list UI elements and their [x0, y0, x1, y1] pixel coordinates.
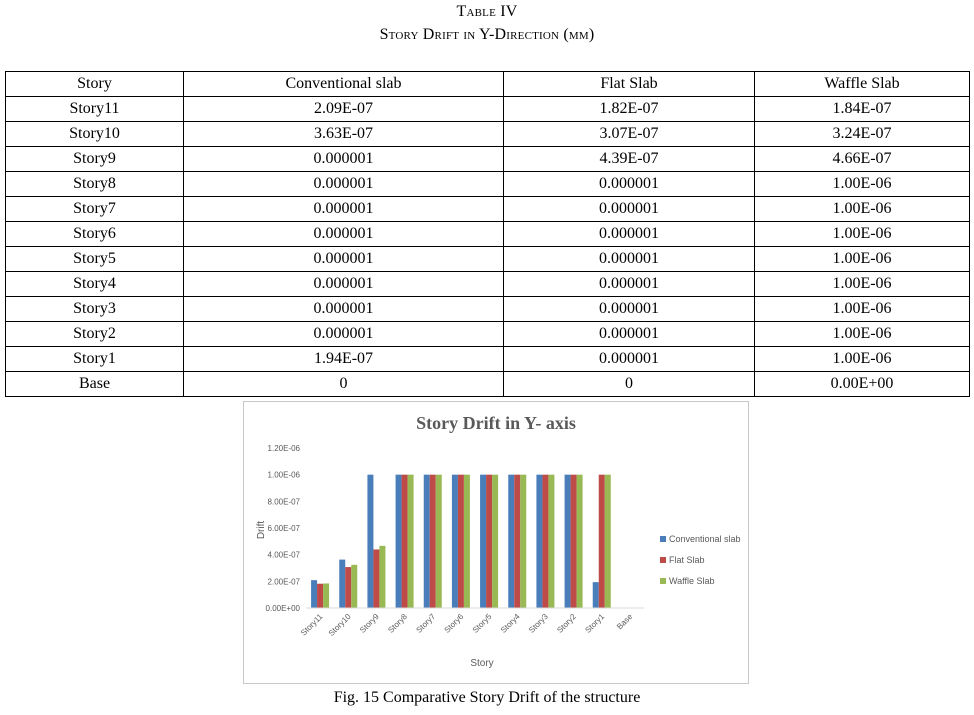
x-tick-label: Story9 [358, 612, 381, 635]
bar-waffle-slab-story8 [408, 475, 414, 608]
value-cell: 0 [504, 372, 755, 397]
bar-waffle-slab-story10 [351, 565, 357, 608]
table-row [6, 372, 970, 397]
legend-label: Conventional slab [669, 534, 741, 544]
x-axis-label: Story [470, 658, 494, 669]
value-cell: 0.000001 [504, 272, 755, 297]
x-axis-ticks [299, 612, 635, 638]
value-cell: 0.000001 [184, 322, 504, 347]
bar-conventional-slab-story2 [565, 475, 571, 608]
column-header-waffle-slab: Waffle Slab [755, 72, 970, 97]
legend-label: Waffle Slab [669, 576, 715, 586]
table-row [6, 222, 970, 247]
value-cell: 1.00E-06 [755, 197, 970, 222]
column-header-conventional-slab: Conventional slab [184, 72, 504, 97]
value-cell: 0.000001 [504, 297, 755, 322]
figure-caption: Fig. 15 Comparative Story Drift of the structure [333, 689, 641, 706]
y-tick-label: 4.00E-07 [267, 550, 300, 560]
value-cell: 1.00E-06 [755, 222, 970, 247]
value-cell: 4.39E-07 [504, 147, 755, 172]
value-cell: 1.84E-07 [755, 97, 970, 122]
table-row [6, 97, 970, 122]
bar-flat-slab-story8 [402, 475, 408, 608]
table-header-row [6, 72, 970, 97]
story-cell: Story1 [6, 347, 184, 372]
legend-swatch [660, 557, 666, 563]
bar-conventional-slab-story1 [593, 582, 599, 608]
value-cell: 0 [184, 372, 504, 397]
bar-flat-slab-story2 [571, 475, 577, 608]
value-cell: 2.09E-07 [184, 97, 504, 122]
bar-waffle-slab-story6 [464, 475, 470, 608]
story-cell: Story6 [6, 222, 184, 247]
table-body [6, 97, 970, 397]
value-cell: 0.000001 [504, 247, 755, 272]
value-cell: 0.000001 [184, 272, 504, 297]
chart-figure [243, 401, 749, 684]
y-tick-label: 8.00E-07 [267, 497, 300, 507]
table-title: Table IV [456, 3, 518, 20]
x-tick-label: Story6 [442, 612, 466, 635]
story-drift-table [5, 71, 970, 397]
table-row [6, 172, 970, 197]
x-tick-label: Story3 [527, 612, 550, 635]
y-tick-label: 1.20E-06 [267, 444, 300, 453]
value-cell: 0.000001 [184, 147, 504, 172]
x-tick-label: Base [615, 612, 635, 632]
table-row [6, 247, 970, 272]
bar-flat-slab-story11 [317, 584, 323, 608]
value-cell: 0.000001 [504, 322, 755, 347]
story-cell: Story11 [6, 97, 184, 122]
bar-waffle-slab-story11 [323, 583, 329, 608]
table-row [6, 197, 970, 222]
bar-flat-slab-story6 [458, 475, 464, 608]
value-cell: 0.000001 [184, 247, 504, 272]
chart-legend [660, 534, 741, 586]
value-cell: 4.66E-07 [755, 147, 970, 172]
table-subtitle: Story Drift in Y-Direction (mm) [379, 26, 595, 43]
bar-conventional-slab-story7 [424, 475, 430, 608]
y-axis-ticks [266, 444, 301, 613]
value-cell: 0.000001 [184, 222, 504, 247]
x-tick-label: Story5 [470, 612, 494, 635]
bar-flat-slab-story5 [486, 475, 492, 608]
chart-title: Story Drift in Y- axis [416, 413, 576, 433]
value-cell: 0.00E+00 [755, 372, 970, 397]
column-header-flat-slab: Flat Slab [504, 72, 755, 97]
bar-flat-slab-story3 [542, 475, 548, 608]
value-cell: 3.07E-07 [504, 122, 755, 147]
story-cell: Story5 [6, 247, 184, 272]
story-cell: Story3 [6, 297, 184, 322]
bar-conventional-slab-story6 [452, 475, 458, 608]
bar-flat-slab-story7 [430, 475, 436, 608]
value-cell: 1.00E-06 [755, 172, 970, 197]
x-tick-label: Story11 [299, 612, 325, 638]
x-tick-label: Story10 [326, 612, 353, 638]
value-cell: 0.000001 [184, 297, 504, 322]
bar-conventional-slab-story3 [536, 475, 542, 608]
value-cell: 3.24E-07 [755, 122, 970, 147]
x-tick-label: Story2 [555, 612, 578, 635]
bar-conventional-slab-story4 [508, 475, 514, 608]
y-tick-label: 2.00E-07 [267, 577, 300, 587]
bar-waffle-slab-story1 [605, 475, 611, 608]
bar-waffle-slab-story5 [492, 475, 498, 608]
legend-swatch [660, 578, 666, 584]
value-cell: 1.82E-07 [504, 97, 755, 122]
x-tick-label: Story8 [386, 612, 409, 635]
bar-waffle-slab-story9 [379, 546, 385, 608]
story-cell: Base [6, 372, 184, 397]
legend-label: Flat Slab [669, 555, 705, 565]
story-cell: Story4 [6, 272, 184, 297]
story-drift-chart [244, 402, 748, 683]
value-cell: 0.000001 [184, 172, 504, 197]
x-tick-label: Story4 [498, 612, 522, 635]
bar-conventional-slab-story8 [396, 475, 402, 608]
value-cell: 1.00E-06 [755, 347, 970, 372]
y-tick-label: 6.00E-07 [267, 524, 300, 533]
value-cell: 1.00E-06 [755, 272, 970, 297]
story-cell: Story2 [6, 322, 184, 347]
bar-flat-slab-story1 [599, 475, 605, 608]
value-cell: 3.63E-07 [184, 122, 504, 147]
bar-conventional-slab-story9 [367, 475, 373, 608]
value-cell: 0.000001 [504, 197, 755, 222]
table-row [6, 122, 970, 147]
x-tick-label: Story1 [583, 612, 607, 635]
story-cell: Story7 [6, 197, 184, 222]
bar-waffle-slab-story7 [436, 475, 442, 608]
value-cell: 1.00E-06 [755, 247, 970, 272]
table-row [6, 147, 970, 172]
bar-waffle-slab-story3 [548, 475, 554, 608]
story-cell: Story10 [6, 122, 184, 147]
y-axis-label: Drift [256, 520, 267, 540]
story-cell: Story8 [6, 172, 184, 197]
column-header-story: Story [6, 72, 184, 97]
value-cell: 1.00E-06 [755, 322, 970, 347]
x-tick-label: Story7 [414, 612, 438, 635]
value-cell: 1.94E-07 [184, 347, 504, 372]
bar-conventional-slab-story5 [480, 475, 486, 608]
bar-waffle-slab-story2 [577, 475, 583, 608]
table-row [6, 347, 970, 372]
value-cell: 1.00E-06 [755, 297, 970, 322]
bar-flat-slab-story9 [373, 549, 379, 608]
chart-bars [311, 475, 611, 608]
value-cell: 0.000001 [504, 172, 755, 197]
bar-conventional-slab-story11 [311, 580, 317, 608]
y-tick-label: 0.00E+00 [265, 604, 300, 613]
value-cell: 0.000001 [504, 222, 755, 247]
table-row [6, 322, 970, 347]
story-cell: Story9 [6, 147, 184, 172]
value-cell: 0.000001 [504, 347, 755, 372]
table-row [6, 297, 970, 322]
bar-conventional-slab-story10 [339, 560, 345, 608]
table-row [6, 272, 970, 297]
bar-flat-slab-story4 [514, 475, 520, 608]
value-cell: 0.000001 [184, 197, 504, 222]
legend-swatch [660, 536, 666, 542]
y-tick-label: 1.00E-06 [267, 470, 300, 480]
bar-waffle-slab-story4 [520, 475, 526, 608]
bar-flat-slab-story10 [345, 567, 351, 608]
